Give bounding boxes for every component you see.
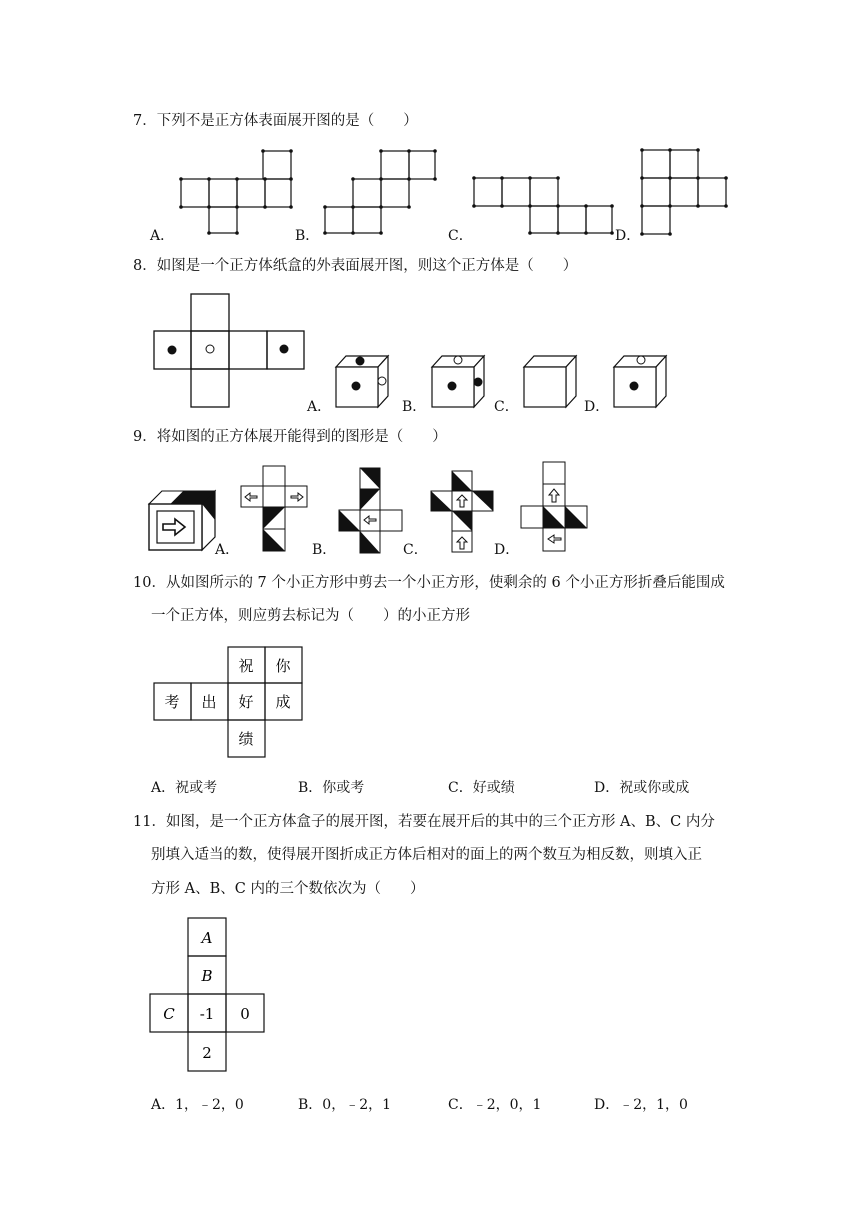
- q9-net-b: [338, 467, 404, 555]
- q10-cell-ji: 绩: [238, 730, 254, 748]
- q7-net-d: [641, 149, 728, 235]
- q7-net-b: [324, 150, 438, 234]
- q7-label-d: D．: [615, 228, 641, 244]
- q10-cell-hao: 好: [238, 693, 254, 711]
- q10-stem-line2: 一个正方体，则应剪去标记为（ ）的小正方形: [151, 608, 470, 624]
- q10-option-b: B．你或考: [298, 780, 365, 796]
- q7-net-a: [180, 150, 294, 234]
- q9-stem: 9．将如图的正方体展开能得到的图形是（ ）: [133, 429, 447, 445]
- q8-cube-d: [613, 355, 668, 409]
- q9-label-d: D．: [494, 542, 520, 558]
- q11-stem-line2: 别填入适当的数，使得展开图折成正方体后相对的面上的两个数互为相反数，则填入正: [151, 847, 702, 863]
- q8-label-d: D．: [584, 399, 610, 415]
- q7-label-a: A．: [150, 228, 175, 244]
- q9-net-c: [430, 470, 496, 554]
- q8-cube-c: [523, 355, 578, 409]
- q8-cube-b: [431, 355, 486, 409]
- q9-net-d: [520, 461, 590, 553]
- q10-net: [153, 646, 303, 758]
- q11-cell-b: B: [201, 967, 213, 985]
- q8-net: [153, 293, 305, 408]
- q8-label-b: B．: [402, 399, 427, 415]
- q10-cell-cheng: 成: [275, 693, 291, 711]
- q10-option-a: A．祝或考: [151, 780, 218, 796]
- q9-label-c: C．: [403, 542, 428, 558]
- q11-cell-a: A: [201, 929, 213, 947]
- q11-option-d: D．﹣2，1，0: [594, 1097, 688, 1113]
- q7-label-b: B．: [295, 228, 320, 244]
- q9-label-b: B．: [312, 542, 337, 558]
- q11-option-a: A．1，﹣2，0: [151, 1097, 244, 1113]
- q8-label-c: C．: [494, 399, 519, 415]
- q11-cell-two: 2: [202, 1044, 212, 1062]
- q7-label-c: C．: [448, 228, 473, 244]
- q8-label-a: A．: [307, 399, 332, 415]
- q11-net: [149, 917, 267, 1073]
- q11-option-b: B．0，﹣2，1: [298, 1097, 392, 1113]
- q7-stem: 7．下列不是正方体表面展开图的是（ ）: [133, 113, 418, 129]
- q7-net-c: [473, 177, 613, 234]
- q11-cell-zero: 0: [240, 1005, 250, 1023]
- q9-cube: [148, 490, 218, 552]
- q9-net-a: [240, 465, 310, 553]
- q10-option-c: C．好或绩: [448, 780, 515, 796]
- q10-cell-kao: 考: [164, 693, 180, 711]
- q11-option-c: C．﹣2，0，1: [448, 1097, 542, 1113]
- q10-option-d: D．祝或你或成: [594, 780, 690, 796]
- q11-stem-line3: 方形 A、B、C 内的三个数依次为（ ）: [151, 881, 425, 897]
- q11-stem-line1: 11．如图，是一个正方体盒子的展开图，若要在展开后的其中的三个正方形 A、B、C 内分: [133, 814, 715, 830]
- q10-stem-line1: 10．从如图所示的 7 个小正方形中剪去一个小正方形，使剩余的 6 个小正方形折叠后能围成: [133, 575, 725, 591]
- q10-cell-zhu: 祝: [238, 657, 254, 675]
- q8-stem: 8．如图是一个正方体纸盒的外表面展开图，则这个正方体是（ ）: [133, 258, 578, 274]
- q8-cube-a: [335, 355, 390, 409]
- q11-cell-c: C: [163, 1005, 175, 1023]
- q10-cell-chu: 出: [201, 693, 217, 711]
- q9-label-a: A．: [215, 542, 240, 558]
- q10-cell-ni: 你: [275, 657, 291, 675]
- q11-cell-minus1: -1: [199, 1005, 215, 1023]
